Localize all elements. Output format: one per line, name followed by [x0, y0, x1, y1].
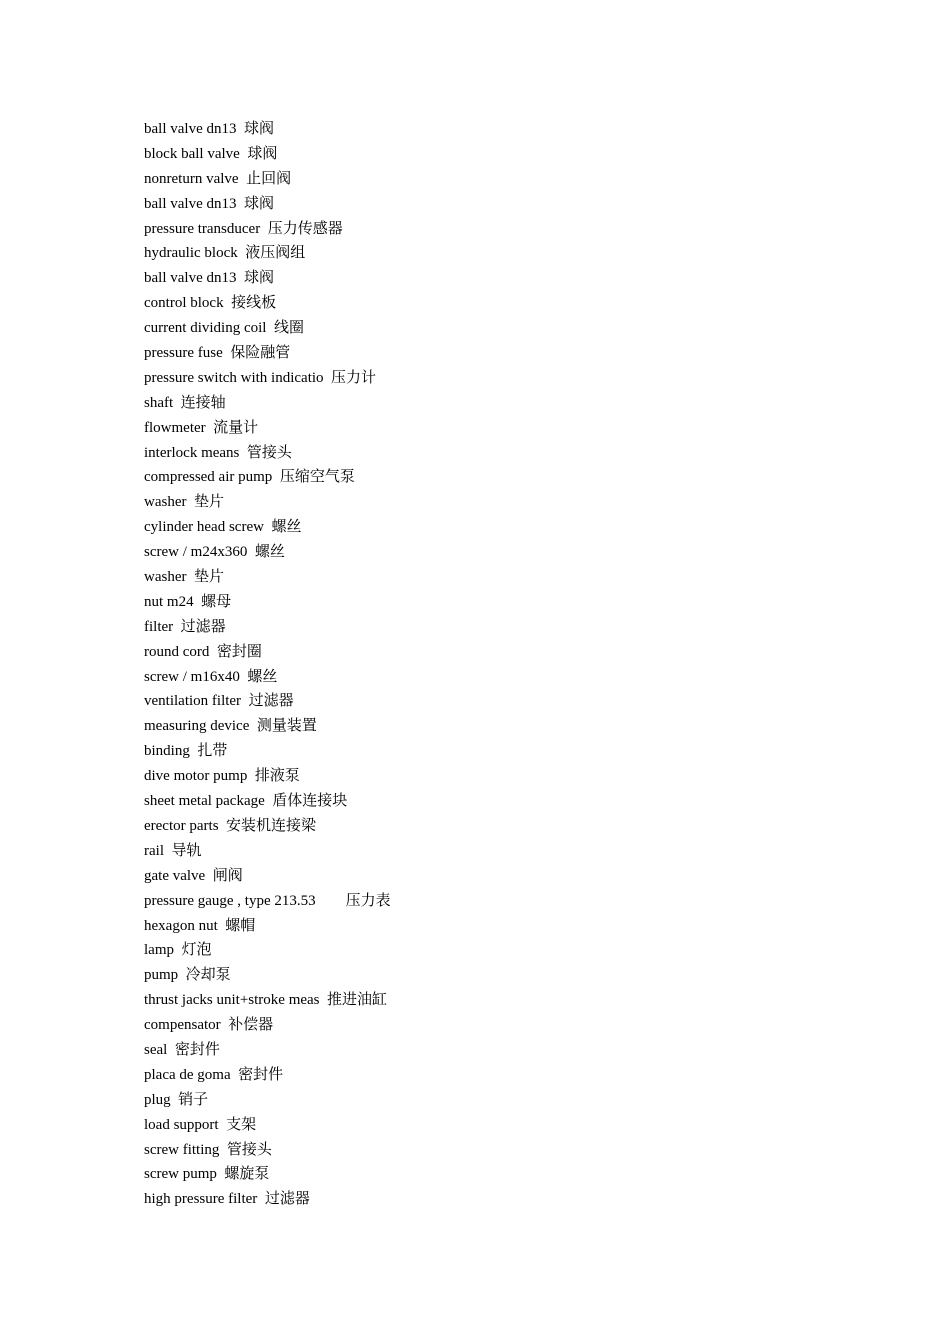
term-row [144, 688, 391, 713]
term-english: control block [144, 295, 224, 312]
term-english: plug [144, 1091, 171, 1108]
term-chinese: 排液泵 [254, 766, 300, 785]
term-chinese: 过滤器 [264, 1189, 310, 1208]
term-chinese: 止回阀 [246, 168, 292, 187]
term-english: load support [144, 1116, 219, 1133]
term-chinese: 密封圈 [216, 641, 262, 660]
term-row [144, 589, 391, 614]
term-english: cylinder head screw [144, 519, 264, 536]
term-english: erector parts [144, 817, 219, 834]
term-chinese: 压力计 [331, 367, 377, 386]
term-chinese: 螺旋泵 [224, 1164, 270, 1183]
term-english: binding [144, 743, 190, 760]
term-row [144, 1062, 391, 1087]
term-row [144, 763, 391, 788]
term-separator [272, 469, 280, 485]
term-chinese: 销子 [178, 1089, 209, 1108]
term-english: flowmeter [144, 419, 206, 436]
term-row [144, 1161, 391, 1186]
term-row [144, 290, 391, 315]
term-separator [320, 992, 328, 1008]
term-separator [173, 395, 181, 411]
term-separator [316, 893, 346, 909]
term-chinese: 推进油缸 [327, 990, 388, 1009]
term-english: compensator [144, 1017, 221, 1034]
term-row [144, 1012, 391, 1037]
term-separator [236, 270, 244, 286]
term-separator [239, 171, 247, 187]
term-english: pressure fuse [144, 345, 223, 362]
term-row [144, 1137, 391, 1162]
term-chinese: 线圈 [273, 318, 304, 337]
term-separator [205, 868, 213, 884]
term-chinese: 接线板 [231, 293, 277, 312]
term-separator [219, 1142, 227, 1158]
term-english: seal [144, 1041, 168, 1058]
term-chinese: 安装机连接梁 [226, 815, 317, 834]
term-english: pressure transducer [144, 220, 261, 237]
term-chinese: 压缩空气泵 [279, 467, 355, 486]
term-row [144, 415, 391, 440]
term-row [144, 514, 391, 539]
term-row [144, 539, 391, 564]
term-row [144, 1112, 391, 1137]
term-chinese: 压力表 [345, 890, 391, 909]
term-row [144, 1186, 391, 1211]
term-row [144, 863, 391, 888]
term-row [144, 1037, 391, 1062]
term-english: filter [144, 618, 174, 635]
term-english: sheet metal package [144, 793, 265, 810]
term-english: hexagon nut [144, 917, 218, 934]
term-row [144, 390, 391, 415]
term-chinese: 球阀 [243, 268, 274, 287]
term-english: round cord [144, 643, 210, 660]
term-separator [167, 1042, 175, 1058]
term-separator [257, 1191, 265, 1207]
term-separator [236, 196, 244, 212]
term-row [144, 440, 391, 465]
term-separator [178, 967, 186, 983]
term-separator [174, 942, 182, 958]
term-chinese: 球阀 [247, 143, 278, 162]
term-separator [186, 494, 194, 510]
term-chinese: 扎带 [197, 741, 228, 760]
term-row [144, 738, 391, 763]
term-separator [249, 718, 257, 734]
term-english: measuring device [144, 718, 250, 735]
term-chinese: 灯泡 [181, 940, 212, 959]
term-row [144, 564, 391, 589]
term-separator [247, 544, 255, 560]
term-row [144, 340, 391, 365]
term-english: pressure switch with indicatio [144, 369, 324, 386]
term-english: nut m24 [144, 593, 194, 610]
term-chinese: 球阀 [243, 193, 274, 212]
term-english: ventilation filter [144, 693, 242, 710]
term-english: compressed air pump [144, 469, 273, 486]
term-chinese: 连接轴 [180, 392, 226, 411]
term-row [144, 141, 391, 166]
term-separator [219, 1117, 227, 1133]
term-chinese: 补偿器 [228, 1015, 274, 1034]
term-row [144, 216, 391, 241]
term-row [144, 913, 391, 938]
term-row [144, 713, 391, 738]
term-english: gate valve [144, 867, 206, 884]
term-chinese: 螺丝 [271, 517, 302, 536]
term-row [144, 191, 391, 216]
term-chinese: 保险融管 [230, 343, 291, 362]
term-row [144, 365, 391, 390]
term-row [144, 962, 391, 987]
term-separator [186, 569, 194, 585]
term-row [144, 315, 391, 340]
term-english: pump [144, 967, 179, 984]
term-chinese: 密封件 [174, 1039, 220, 1058]
term-chinese: 过滤器 [180, 616, 226, 635]
term-english: block ball valve [144, 145, 240, 162]
term-row [144, 1087, 391, 1112]
term-chinese: 冷却泵 [185, 965, 231, 984]
term-chinese: 导轨 [171, 840, 202, 859]
term-english: thrust jacks unit+stroke meas [144, 992, 320, 1009]
term-row [144, 888, 391, 913]
term-separator [209, 644, 217, 660]
term-separator [194, 594, 202, 610]
term-separator [247, 768, 255, 784]
term-row [144, 664, 391, 689]
term-row [144, 987, 391, 1012]
term-separator [164, 843, 172, 859]
term-english: high pressure filter [144, 1191, 258, 1208]
term-list [144, 116, 391, 1211]
term-separator [324, 370, 332, 386]
term-chinese: 支架 [226, 1114, 257, 1133]
term-english: lamp [144, 942, 174, 959]
term-separator [224, 295, 232, 311]
term-chinese: 压力传感器 [267, 218, 343, 237]
term-english: shaft [144, 394, 174, 411]
term-row [144, 838, 391, 863]
term-english: nonreturn valve [144, 170, 239, 187]
term-row [144, 788, 391, 813]
term-row [144, 614, 391, 639]
term-separator [241, 693, 249, 709]
term-separator [266, 320, 274, 336]
term-english: pressure gauge , type 213.53 [144, 892, 316, 909]
term-english: interlock means [144, 444, 240, 461]
term-chinese: 密封件 [238, 1064, 284, 1083]
term-chinese: 过滤器 [248, 691, 294, 710]
term-separator [236, 121, 244, 137]
term-separator [239, 445, 247, 461]
term-chinese: 螺丝 [247, 666, 278, 685]
term-row [144, 489, 391, 514]
term-chinese: 垫片 [193, 492, 224, 511]
term-english: hydraulic block [144, 245, 238, 262]
term-row [144, 937, 391, 962]
term-row [144, 116, 391, 141]
term-english: placa de goma [144, 1066, 231, 1083]
term-row [144, 166, 391, 191]
term-separator [173, 619, 181, 635]
term-english: washer [144, 569, 187, 586]
term-chinese: 管接头 [226, 1139, 272, 1158]
term-row [144, 639, 391, 664]
term-chinese: 液压阀组 [245, 243, 306, 262]
term-separator [219, 818, 227, 834]
term-chinese: 测量装置 [256, 716, 317, 735]
term-chinese: 流量计 [213, 417, 259, 436]
term-chinese: 螺母 [201, 591, 232, 610]
term-chinese: 盾体连接块 [272, 791, 348, 810]
term-separator [260, 221, 268, 237]
term-chinese: 管接头 [246, 442, 292, 461]
term-english: current dividing coil [144, 320, 267, 337]
term-chinese: 球阀 [243, 119, 274, 137]
term-english: screw fitting [144, 1141, 220, 1158]
term-row [144, 813, 391, 838]
term-english: screw / m24x360 [144, 544, 248, 561]
term-chinese: 螺丝 [254, 542, 285, 561]
term-english: dive motor pump [144, 768, 248, 785]
term-english: washer [144, 494, 187, 511]
term-chinese: 螺帽 [225, 915, 256, 934]
term-separator [231, 1067, 239, 1083]
term-english: ball valve dn13 [144, 121, 237, 137]
term-english: rail [144, 842, 164, 859]
term-row [144, 240, 391, 265]
term-row [144, 464, 391, 489]
term-english: screw pump [144, 1166, 217, 1183]
term-chinese: 垫片 [193, 567, 224, 586]
term-english: screw / m16x40 [144, 668, 240, 685]
term-chinese: 闸阀 [212, 865, 243, 884]
term-english: ball valve dn13 [144, 195, 237, 212]
term-english: ball valve dn13 [144, 270, 237, 287]
term-row [144, 265, 391, 290]
